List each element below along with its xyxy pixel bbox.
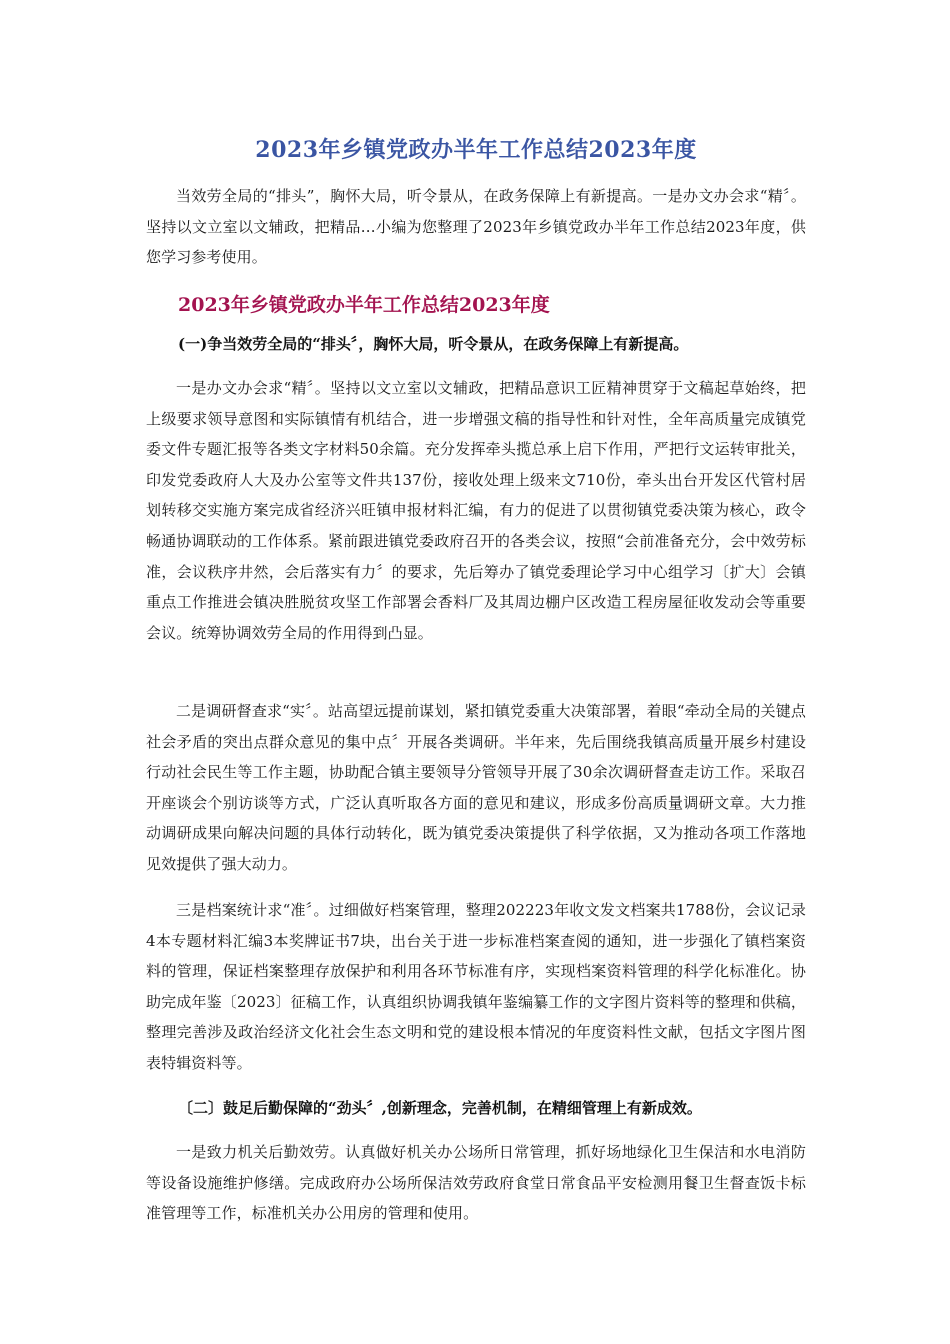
document-title: 2023年乡镇党政办半年工作总结2023年度	[255, 137, 697, 163]
paragraph-2: 二是调研督查求“实〞。站高望远提前谋划，紧扣镇党委重大决策部署，着眼“牵动全局的关键点社会矛盾的突出点群众意见的集中点〞开展各类调研。半年来，先后围绕我镇高质量开展乡村建设行动社会民生等工作主题，协助配合镇主要领导分管领导开展了30余次调研督查走访工作。采取召开座谈会个别访谈等方式，广泛认真听取各方面的意见和建议，形成多份高质量调研文章。大力推动调研成果向解决问题的具体行动转化，既为镇党委决策提供了科学依据，又为推动各项工作落地见效提供了强大动力。	[146, 702, 806, 873]
heading-1-block	[146, 331, 806, 357]
paragraph-1: 一是办文办会求“精〞。坚持以文立室以文辅政，把精品意识工匠精神贯穿于文稿起草始终，把上级要求领导意图和实际镇情有机结合，进一步增强文稿的指导性和针对性，全年高质量完成镇党委文件专题汇报等各类文字材料50余篇。充分发挥牵头揽总承上启下作用，严把行文运转审批关，印发党委政府人大及办公室等文件共137份，接收处理上级来文710份，牵头出台开发区代管村居划转移交实施方案完成省经济兴旺镇申报材料汇编，有力的促进了以贯彻镇党委决策为核心，政令畅通协调联动的工作体系。紧前跟进镇党委政府召开的各类会议，按照“会前准备充分，会中效劳标准，会议秩序井然，会后落实有力〞的要求，先后筹办了镇党委理论学习中心组学习〔扩大〕会镇重点工作推进会镇决胜脱贫攻坚工作部署会香料厂及其周边棚户区改造工程房屋征收发动会等重要会议。统筹协调效劳全局的作用得到凸显。	[146, 379, 806, 642]
intro-block	[146, 181, 806, 273]
section-heading-2: 〔二〕鼓足后勤保障的“劲头〞,创新理念，完善机制，在精细管理上有新成效。	[178, 1099, 702, 1117]
paragraph-4-block	[146, 1137, 806, 1229]
paragraph-4: 一是致力机关后勤效劳。认真做好机关办公场所日常管理，抓好场地绿化卫生保洁和水电消防等设备设施维护修缮。完成政府办公场所保洁效劳政府食堂日常食品平安检测用餐卫生督查饭卡标准管理等工作，标准机关办公用房的管理和使用。	[146, 1143, 806, 1223]
paragraph-2-block	[146, 696, 806, 880]
intro-paragraph: 当效劳全局的“排头”，胸怀大局，听令景从，在政务保障上有新提高。一是办文办会求“精〞。坚持以文立室以文辅政，把精品…小编为您整理了2023年乡镇党政办半年工作总结2023年度，供您学习参考使用。	[146, 187, 806, 267]
heading-2-block	[146, 1095, 806, 1121]
section-heading-1: (一)争当效劳全局的“排头〞，胸怀大局，听令景从，在政务保障上有新提高。	[178, 335, 689, 353]
section-title: 2023年乡镇党政办半年工作总结2023年度	[178, 294, 550, 316]
paragraph-1-block	[146, 373, 806, 648]
paragraph-3: 三是档案统计求“准〞。过细做好档案管理，整理202223年收文发文档案共1788份，会议记录4本专题材料汇编3本奖牌证书7块，出台关于进一步标准档案查阅的通知，进一步强化了镇档案资料的管理，保证档案整理存放保护和利用各环节标准有序，实现档案资料管理的科学化标准化。协助完成年鉴〔2023〕征稿工作，认真组织协调我镇年鉴编纂工作的文字图片资料等的整理和供稿，整理完善涉及政治经济文化社会生态文明和党的建设根本情况的年度资料性文献，包括文字图片图表特辑资料等。	[146, 901, 806, 1072]
paragraph-3-block	[146, 895, 806, 1079]
